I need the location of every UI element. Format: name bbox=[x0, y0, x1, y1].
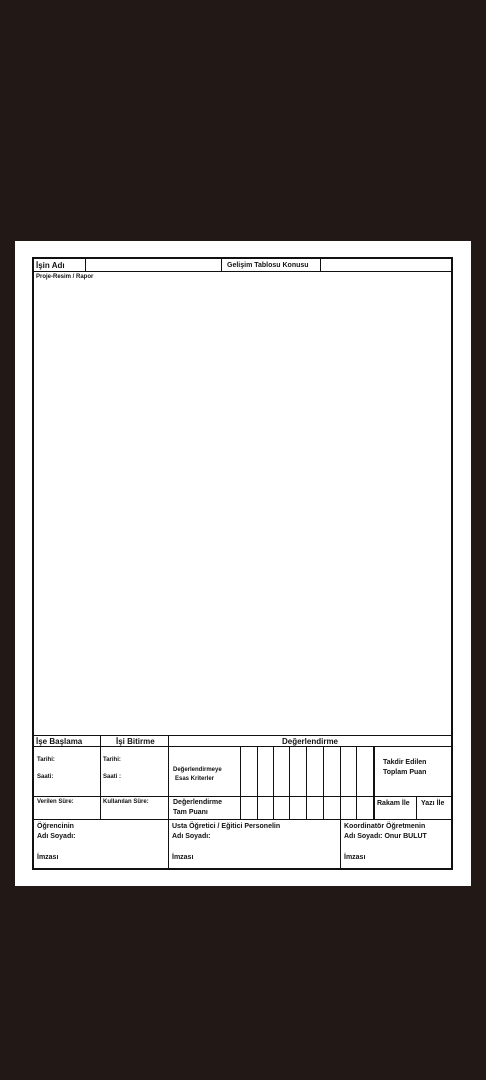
finish-date-label: Tarihi: bbox=[103, 757, 121, 763]
divider bbox=[323, 746, 324, 819]
divider bbox=[257, 746, 258, 819]
master-name-line2: Adı Soyadı: bbox=[172, 833, 211, 840]
divider bbox=[356, 746, 357, 819]
coordinator-signature-label: İmzası bbox=[344, 854, 366, 861]
start-time-label: Saati: bbox=[37, 774, 54, 780]
written-label: Yazı İle bbox=[421, 800, 445, 807]
divider bbox=[374, 746, 375, 819]
form-frame bbox=[32, 257, 453, 870]
divider bbox=[34, 796, 451, 797]
full-score-line2: Tam Puanı bbox=[173, 809, 208, 816]
topic-label: Gelişim Tablosu Konusu bbox=[227, 262, 309, 269]
divider bbox=[340, 746, 341, 819]
divider bbox=[306, 746, 307, 819]
divider bbox=[221, 259, 222, 271]
divider bbox=[273, 746, 274, 819]
divider bbox=[240, 746, 241, 819]
divider bbox=[320, 259, 321, 271]
student-signature-label: İmzası bbox=[37, 854, 59, 861]
divider bbox=[34, 819, 451, 820]
evaluation-label: Değerlendirme bbox=[281, 737, 339, 746]
form-page bbox=[15, 241, 471, 886]
used-time-label: Kullanılan Süre: bbox=[103, 799, 149, 805]
student-name-line1: Öğrencinin bbox=[37, 823, 74, 830]
criteria-label-line1: Değerlendirmeye bbox=[173, 767, 222, 773]
master-name-line1: Usta Öğretici / Eğitici Personelin bbox=[172, 823, 281, 830]
divider bbox=[289, 746, 290, 819]
full-score-line1: Değerlendirme bbox=[173, 799, 223, 806]
start-label: İşe Başlama bbox=[36, 737, 83, 746]
start-date-label: Tarihi: bbox=[37, 757, 55, 763]
criteria-label-line2: Esas Kriterler bbox=[175, 776, 215, 782]
total-label-line1: Takdir Edilen bbox=[383, 759, 427, 766]
student-name-line2: Adı Soyadı: bbox=[37, 833, 76, 840]
coordinator-name-line1: Koordinatör Öğretmenin bbox=[344, 823, 426, 830]
divider bbox=[100, 735, 101, 819]
job-name-label: İşin Adı bbox=[36, 261, 65, 270]
drawing-area-label: Proje-Resim / Rapor bbox=[36, 274, 94, 280]
divider bbox=[34, 746, 451, 747]
numeric-label: Rakam İle bbox=[377, 800, 410, 807]
divider bbox=[416, 796, 417, 819]
total-label-line2: Toplam Puan bbox=[383, 769, 427, 776]
divider bbox=[340, 819, 341, 870]
given-time-label: Verilen Süre: bbox=[37, 799, 74, 805]
divider bbox=[168, 735, 169, 870]
coordinator-name-line2: Adı Soyadı: Onur BULUT bbox=[344, 833, 427, 840]
finish-time-label: Saati : bbox=[103, 774, 122, 780]
divider bbox=[85, 259, 86, 271]
finish-label: İşi Bitirme bbox=[116, 737, 155, 746]
divider bbox=[34, 735, 451, 736]
divider bbox=[34, 271, 451, 272]
master-signature-label: İmzası bbox=[172, 854, 194, 861]
